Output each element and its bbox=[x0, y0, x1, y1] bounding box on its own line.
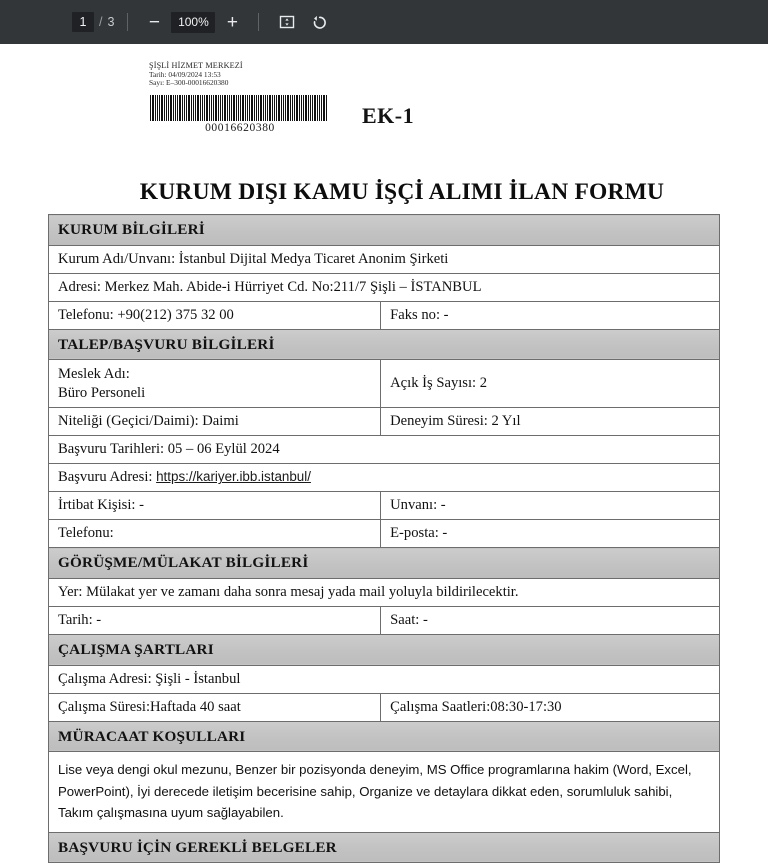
barcode-block bbox=[150, 95, 330, 134]
barcode-number: 00016620380 bbox=[205, 122, 275, 134]
job-title-value: Büro Personeli bbox=[58, 384, 146, 401]
table-row bbox=[49, 464, 720, 492]
contact-person-cell: İrtibat Kişisi: - bbox=[49, 492, 381, 520]
zoom-in-button[interactable] bbox=[219, 9, 245, 35]
stamp-office: ŞİŞLİ HİZMET MERKEZİ bbox=[149, 61, 243, 70]
contact-title-cell: Unvanı: - bbox=[381, 492, 720, 520]
rotate-button[interactable] bbox=[306, 9, 332, 35]
zoom-level-display[interactable]: 100% bbox=[171, 12, 215, 33]
institution-header-cell: KURUM BİLGİLERİ bbox=[49, 215, 720, 246]
job-title-label: Meslek Adı: bbox=[58, 365, 130, 382]
toolbar-divider-2 bbox=[258, 13, 259, 31]
stamp-number: Sayı: E–300-00016620380 bbox=[149, 78, 229, 88]
fit-to-page-button[interactable] bbox=[274, 9, 300, 35]
application-address-cell bbox=[49, 464, 720, 492]
page-total-count: 3 bbox=[107, 15, 115, 29]
contact-phone-cell: Telefonu: bbox=[49, 520, 381, 548]
plus-icon: + bbox=[226, 11, 238, 33]
table-row bbox=[49, 693, 720, 721]
work-address-cell: Çalışma Adresi: Şişli - İstanbul bbox=[49, 665, 720, 693]
stamp-date: Tarih: 04/09/2024 13:53 bbox=[149, 69, 221, 79]
section-header-institution bbox=[49, 215, 720, 246]
table-row bbox=[49, 245, 720, 273]
documents-header-cell: BAŞVURU İÇİN GEREKLİ BELGELER bbox=[49, 832, 720, 863]
table-row bbox=[49, 360, 720, 408]
interview-time-cell: Saat: - bbox=[381, 606, 720, 634]
page-separator: / bbox=[99, 15, 103, 29]
section-header-request bbox=[49, 329, 720, 360]
table-row bbox=[49, 301, 720, 329]
application-address-label: Başvuru Adresi: bbox=[58, 469, 153, 486]
table-row bbox=[49, 520, 720, 548]
contact-email-cell: E-posta: - bbox=[381, 520, 720, 548]
official-stamp bbox=[149, 61, 243, 88]
section-header-conditions bbox=[49, 721, 720, 752]
table-row bbox=[49, 492, 720, 520]
experience-cell: Deneyim Süresi: 2 Yıl bbox=[381, 408, 720, 436]
table-row bbox=[49, 752, 720, 832]
rotate-counterclockwise-icon bbox=[310, 13, 329, 32]
job-nature-cell: Niteliği (Geçici/Daimi): Daimi bbox=[49, 408, 381, 436]
table-row bbox=[49, 436, 720, 464]
barcode-image bbox=[150, 95, 328, 121]
work-hours-cell: Çalışma Saatleri:08:30-17:30 bbox=[381, 693, 720, 721]
job-title-cell bbox=[49, 360, 381, 408]
request-header-cell: TALEP/BAŞVURU BİLGİLERİ bbox=[49, 329, 720, 360]
pdf-viewer-toolbar bbox=[0, 0, 768, 44]
institution-fax-cell: Faks no: - bbox=[381, 301, 720, 329]
toolbar-divider-1 bbox=[127, 13, 128, 31]
interview-date-cell: Tarih: - bbox=[49, 606, 381, 634]
table-row bbox=[49, 579, 720, 607]
table-row bbox=[49, 408, 720, 436]
institution-address-cell: Adresi: Merkez Mah. Abide-i Hürriyet Cd. No:211/7 Şişli – İSTANBUL bbox=[49, 273, 720, 301]
open-positions-cell: Açık İş Sayısı: 2 bbox=[381, 360, 720, 408]
application-address-link[interactable]: https://kariyer.ibb.istanbul/ bbox=[156, 469, 311, 485]
zoom-out-button[interactable] bbox=[141, 9, 167, 35]
page-title: KURUM DIŞI KAMU İŞÇİ ALIMI İLAN FORMU bbox=[139, 179, 665, 205]
institution-phone-cell: Telefonu: +90(212) 375 32 00 bbox=[49, 301, 381, 329]
conditions-text-cell: Lise veya dengi okul mezunu, Benzer bir pozisyonda deneyim, MS Office programlarına hakim (Word, Excel, PowerPoint), İyi derecede iletişim becerisine sahip, Organize ve detaylara dikkat eden, sorumluluk sahibi, Takım çalışmasına uyum sağlayabilen. bbox=[49, 752, 720, 832]
table-row bbox=[49, 606, 720, 634]
institution-name-cell: Kurum Adı/Unvanı: İstanbul Dijital Medya Ticaret Anonim Şirketi bbox=[49, 245, 720, 273]
annex-label: EK-1 bbox=[362, 103, 415, 128]
interview-header-cell: GÖRÜŞME/MÜLAKAT BİLGİLERİ bbox=[49, 548, 720, 579]
minus-icon: − bbox=[148, 11, 160, 33]
section-header-work bbox=[49, 634, 720, 665]
fit-to-page-icon bbox=[278, 13, 296, 31]
document-page bbox=[0, 44, 768, 856]
section-header-interview bbox=[49, 548, 720, 579]
conditions-header-cell: MÜRACAAT KOŞULLARI bbox=[49, 721, 720, 752]
announcement-form-table bbox=[48, 214, 720, 863]
page-navigation bbox=[72, 12, 114, 32]
interview-place-cell: Yer: Mülakat yer ve zamanı daha sonra mesaj yada mail yoluyla bildirilecektir. bbox=[49, 579, 720, 607]
table-row bbox=[49, 273, 720, 301]
section-header-documents bbox=[49, 832, 720, 863]
application-dates-cell: Başvuru Tarihleri: 05 – 06 Eylül 2024 bbox=[49, 436, 720, 464]
page-number-input[interactable] bbox=[72, 12, 94, 32]
work-header-cell: ÇALIŞMA ŞARTLARI bbox=[49, 634, 720, 665]
work-duration-cell: Çalışma Süresi:Haftada 40 saat bbox=[49, 693, 381, 721]
table-row bbox=[49, 665, 720, 693]
